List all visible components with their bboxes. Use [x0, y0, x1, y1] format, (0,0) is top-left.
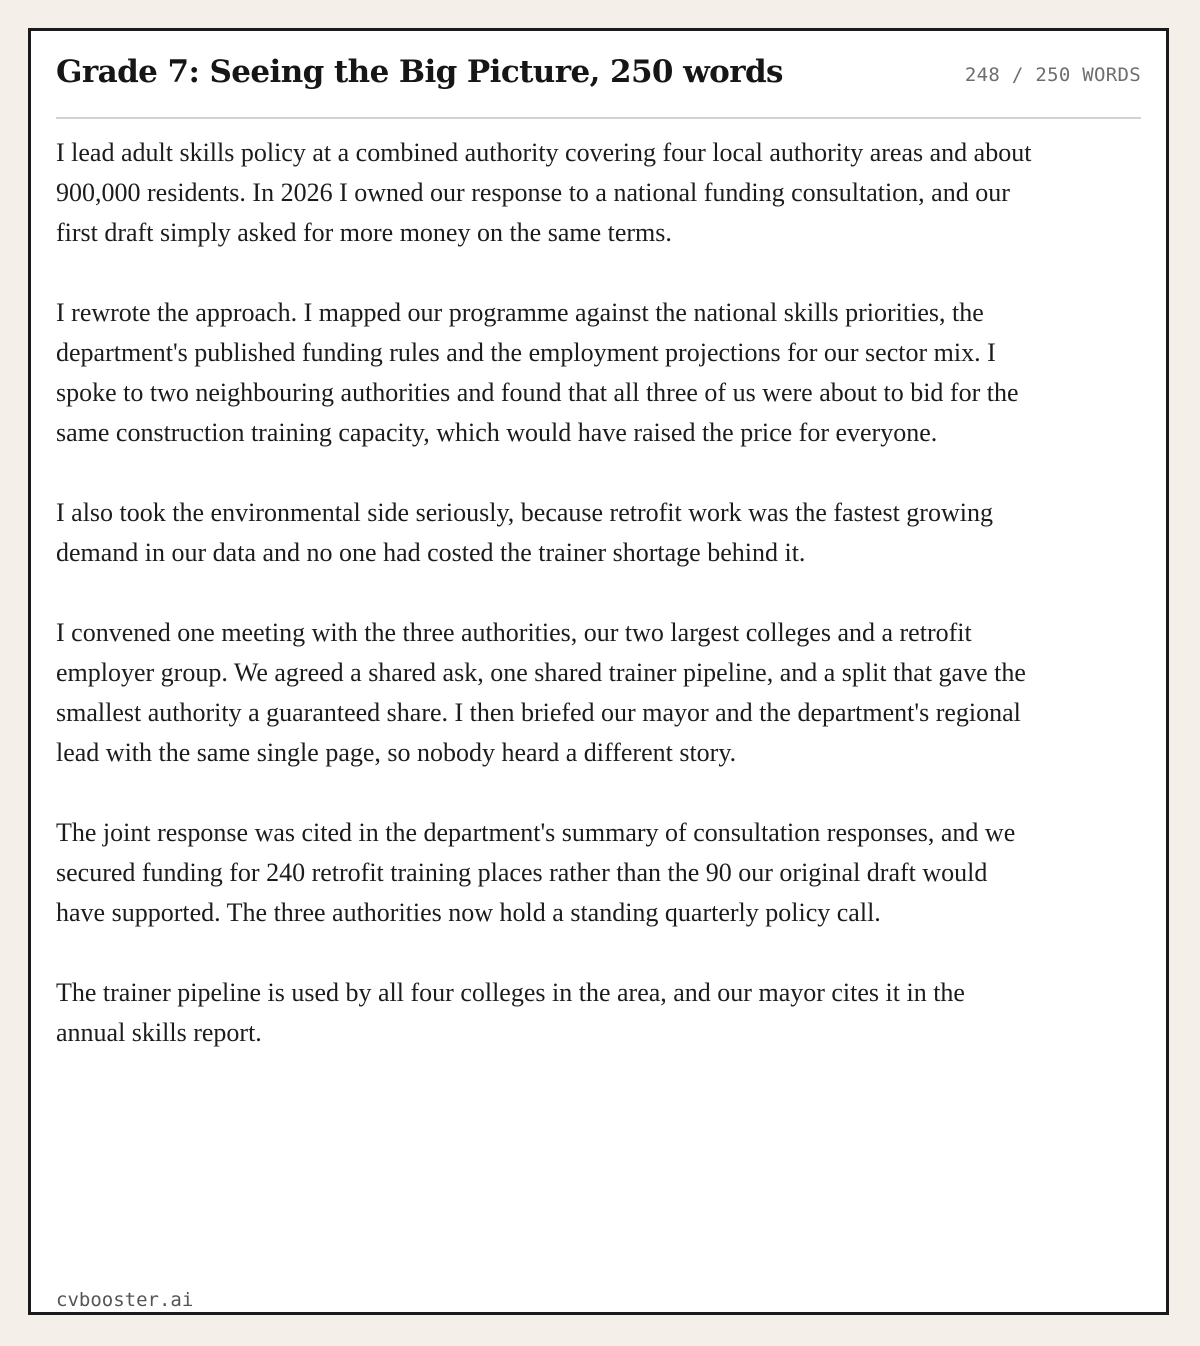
card-header: [56, 31, 1141, 119]
answer-body: [56, 133, 1036, 1093]
paragraph-situation: I lead adult skills policy at a combined authority covering four local authority areas and about 900,000 residents. In 2026 I owned our response to a national funding consultation, and our first draft simply asked for more money on the same terms.: [56, 138, 1032, 247]
word-count-badge: 248 / 250 WORDS: [964, 64, 1141, 86]
brand-footer: cvbooster.ai: [56, 1289, 194, 1311]
answer-card: [28, 28, 1169, 1315]
paragraph-legacy: The trainer pipeline is used by all four colleges in the area, and our mayor cites it in the annual skills report.: [56, 978, 965, 1047]
paragraph-approach: I rewrote the approach. I mapped our programme against the national skills priorities, the department's published funding rules and the employment projections for our sector mix. I spoke to two neighbouring authorities and found that all three of us were about to bid for the same construction training capacity, which would have raised the price for everyone.: [56, 298, 1019, 447]
paragraph-result: The joint response was cited in the department's summary of consultation responses, and we secured funding for 240 retrofit training places rather than the 90 our original draft would have supported. The three authorities now hold a standing quarterly policy call.: [56, 818, 1016, 927]
page-title: Grade 7: Seeing the Big Picture, 250 words: [56, 54, 783, 90]
paragraph-environment: I also took the environmental side seriously, because retrofit work was the fastest growing demand in our data and no one had costed the trainer shortage behind it.: [56, 498, 993, 567]
paragraph-action: I convened one meeting with the three authorities, our two largest colleges and a retrofit employer group. We agreed a shared ask, one shared trainer pipeline, and a split that gave the smallest authority a guaranteed share. I then briefed our mayor and the department's regional lead with the same single page, so nobody heard a different story.: [56, 618, 1026, 767]
